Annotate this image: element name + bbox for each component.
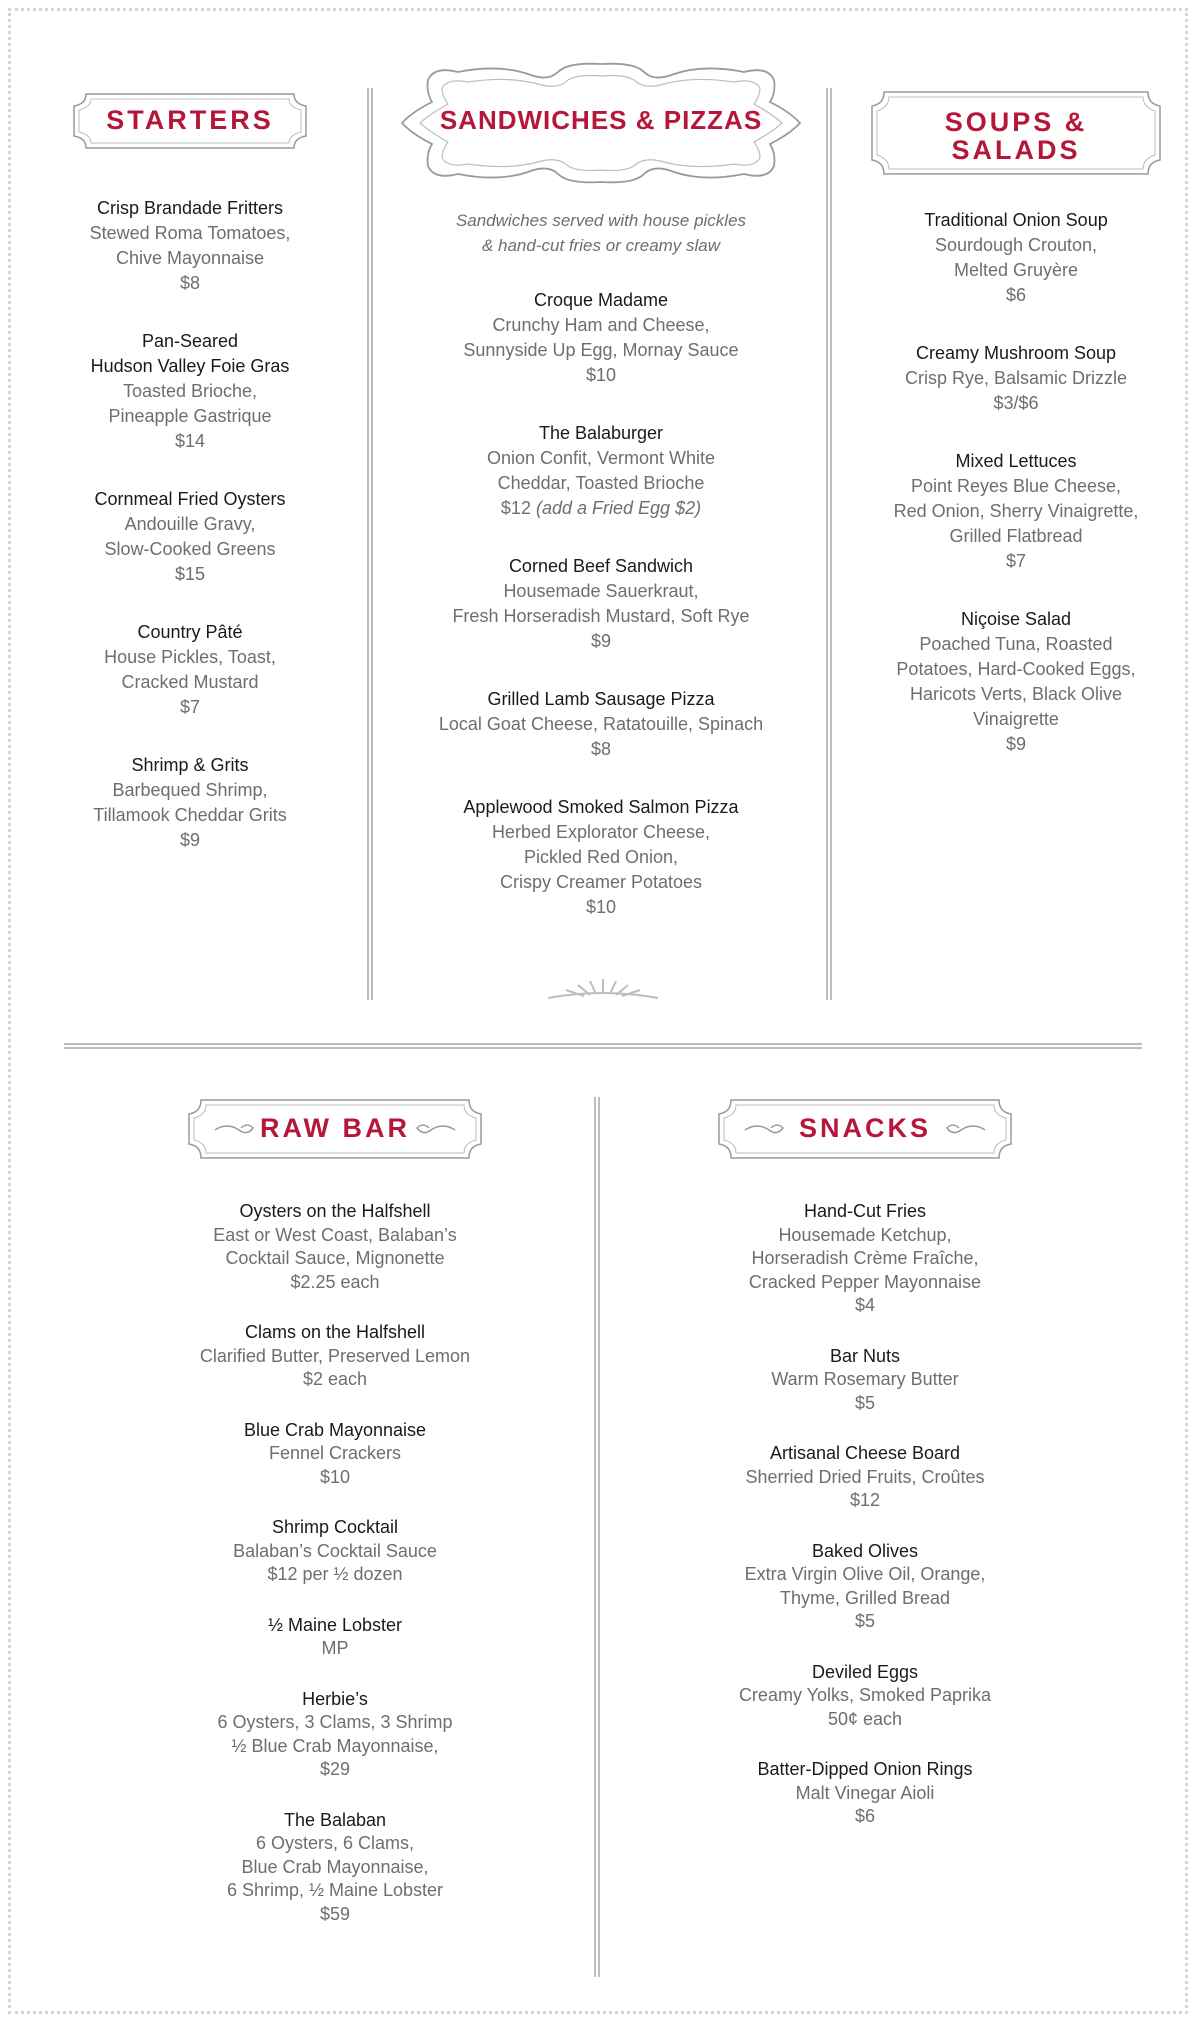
item-name: The Balaburger	[538, 423, 664, 443]
item-price-line	[170, 1466, 500, 1490]
menu-item	[170, 1200, 500, 1294]
item-description: Malt Vinegar Aioli	[795, 1782, 935, 1803]
snacks-header	[717, 1098, 1013, 1160]
menu-item	[398, 288, 804, 388]
item-name: Blue Crab Mayonnaise	[243, 1419, 427, 1440]
item-description: House Pickles, Toast, Cracked Mustard	[104, 647, 276, 692]
menu-item	[866, 341, 1166, 416]
item-description: Warm Rosemary Butter	[771, 1369, 959, 1389]
item-description: Toasted Brioche, Pineapple Gastrique	[108, 381, 272, 426]
sandwiches-intro: Sandwiches served with house pickles & hand-cut fries or creamy slaw	[455, 211, 747, 255]
menu-item	[866, 208, 1166, 308]
item-name: Deviled Eggs	[811, 1661, 919, 1682]
item-price: $7	[179, 697, 201, 717]
item-price-line	[60, 695, 320, 720]
menu-item	[700, 1442, 1030, 1513]
item-price-line	[866, 732, 1166, 757]
raw-bar-header	[187, 1098, 483, 1160]
item-name: Batter-Dipped Onion Rings	[757, 1759, 973, 1779]
item-description: Creamy Yolks, Smoked Paprika	[738, 1685, 992, 1705]
item-price-line	[398, 895, 804, 920]
item-price: $59	[319, 1903, 351, 1924]
item-price: $10	[319, 1466, 351, 1487]
sandwiches-header	[398, 62, 804, 184]
section-divider	[64, 1043, 1142, 1049]
item-description: East or West Coast, Balaban’s Cocktail Sauce, Mignonette	[213, 1224, 457, 1268]
item-name: The Balaban	[283, 1809, 387, 1830]
menu-item	[700, 1200, 1030, 1318]
item-name: Baked Olives	[811, 1540, 919, 1561]
item-name: Bar Nuts	[829, 1345, 901, 1366]
item-price-line	[170, 1637, 500, 1661]
item-price: $8	[179, 273, 201, 293]
item-description: Clarified Butter, Preserved Lemon	[199, 1345, 471, 1366]
item-price: $3/$6	[993, 393, 1039, 413]
item-price-line	[866, 283, 1166, 308]
item-price-line	[398, 363, 804, 388]
item-name: Crisp Brandade Fritters	[96, 198, 284, 218]
item-price-line	[170, 1368, 500, 1392]
menu-item	[866, 449, 1166, 574]
menu-item	[170, 1688, 500, 1782]
item-price: $9	[179, 830, 201, 850]
item-description: 6 Oysters, 6 Clams, Blue Crab Mayonnaise, 6 Shrimp, ½ Maine Lobster	[226, 1833, 444, 1900]
item-price: 50¢ each	[827, 1708, 903, 1729]
item-name: Herbie’s	[302, 1688, 368, 1709]
item-name: Croque Madame	[533, 290, 669, 310]
item-name: Grilled Lamb Sausage Pizza	[487, 689, 715, 709]
item-description: Herbed Explorator Cheese, Pickled Red Onion, Crispy Creamer Potatoes	[491, 822, 711, 892]
item-price-line	[60, 562, 320, 587]
item-note: (add a Fried Egg $2)	[535, 498, 702, 518]
item-description: Sherried Dried Fruits, Croûtes	[745, 1466, 985, 1487]
item-price-line	[866, 391, 1166, 416]
raw-bar-items	[170, 1200, 500, 1926]
item-price-line	[700, 1610, 1030, 1634]
item-price: $12	[500, 498, 531, 518]
raw-bar-title: RAW BAR	[260, 1113, 410, 1143]
menu-item	[398, 554, 804, 654]
item-price: $15	[174, 564, 206, 584]
item-description: Local Goat Cheese, Ratatouille, Spinach	[438, 714, 764, 734]
fan-ornament-icon	[548, 976, 658, 1000]
item-price: $2.25 each	[290, 1271, 380, 1292]
item-description: Balaban’s Cocktail Sauce	[233, 1540, 437, 1561]
menu-item	[170, 1614, 500, 1661]
menu-item	[398, 795, 804, 920]
soups-title-line1: SOUPS &	[944, 107, 1088, 137]
menu-item	[700, 1540, 1030, 1634]
column-divider-right	[826, 88, 832, 1000]
starters-header	[72, 92, 308, 150]
item-description: Housemade Sauerkraut, Fresh Horseradish Mustard, Soft Rye	[452, 581, 750, 626]
raw-bar-section	[170, 1098, 500, 1926]
item-price: $7	[1005, 551, 1027, 571]
item-name: ½ Maine Lobster	[267, 1614, 403, 1635]
item-name: Clams on the Halfshell	[244, 1322, 426, 1342]
menu-item	[60, 487, 320, 587]
item-price: $12	[849, 1490, 881, 1510]
item-name: Hand-Cut Fries	[803, 1201, 927, 1221]
soups-title-line2: SALADS	[951, 135, 1081, 166]
soups-section	[866, 90, 1166, 757]
item-price-line	[60, 271, 320, 296]
item-name: Pan-Seared Hudson Valley Foie Gras	[90, 331, 290, 376]
item-price-line	[170, 1563, 500, 1587]
item-name: Artisanal Cheese Board	[769, 1443, 961, 1463]
menu-item	[170, 1419, 500, 1490]
item-price: $14	[174, 431, 206, 451]
item-name: Traditional Onion Soup	[924, 210, 1108, 230]
item-price-line	[700, 1805, 1030, 1829]
item-price: $6	[1005, 285, 1027, 305]
starters-title: STARTERS	[106, 105, 274, 135]
menu-item	[170, 1809, 500, 1927]
item-name: Oysters on the Halfshell	[239, 1201, 431, 1221]
item-description: Housemade Ketchup, Horseradish Crème Fraîche, Cracked Pepper Mayonnaise	[748, 1224, 982, 1292]
item-description: Point Reyes Blue Cheese, Red Onion, Sherry Vinaigrette, Grilled Flatbread	[893, 476, 1139, 546]
item-price-line	[398, 737, 804, 762]
item-price: $9	[1005, 734, 1027, 754]
snacks-items	[700, 1200, 1030, 1829]
soups-items	[866, 208, 1166, 757]
menu-item	[170, 1321, 500, 1392]
menu-item	[60, 196, 320, 296]
item-price-line	[700, 1392, 1030, 1416]
sandwiches-title: SANDWICHES & PIZZAS	[439, 105, 763, 135]
item-price-line	[60, 429, 320, 454]
item-price-line	[398, 496, 804, 521]
item-price-line	[170, 1758, 500, 1782]
item-name: Corned Beef Sandwich	[508, 556, 694, 576]
item-price: $10	[585, 365, 617, 385]
menu-item	[866, 607, 1166, 757]
starters-section	[60, 92, 320, 853]
sandwiches-items	[398, 288, 804, 920]
item-description: Crisp Rye, Balsamic Drizzle	[904, 368, 1128, 388]
item-name: Creamy Mushroom Soup	[915, 343, 1117, 363]
starters-items	[60, 196, 320, 853]
item-price: $29	[319, 1759, 351, 1779]
item-description: Crunchy Ham and Cheese, Sunnyside Up Egg, Mornay Sauce	[463, 315, 739, 360]
item-price-line	[700, 1489, 1030, 1513]
item-price: $6	[854, 1806, 876, 1826]
item-name: Country Pâté	[137, 622, 243, 642]
item-name: Cornmeal Fried Oysters	[94, 489, 286, 509]
item-description: Onion Confit, Vermont White Cheddar, Toasted Brioche	[486, 448, 716, 493]
item-price: $5	[854, 1392, 876, 1413]
menu-item	[60, 620, 320, 720]
snacks-title: SNACKS	[798, 1113, 931, 1143]
item-price: $12 per ½ dozen	[267, 1564, 403, 1584]
item-price: $9	[590, 631, 612, 651]
item-price-line	[170, 1271, 500, 1295]
item-price: $4	[854, 1295, 876, 1315]
menu-item	[700, 1345, 1030, 1416]
menu-item	[700, 1661, 1030, 1732]
snacks-section	[700, 1098, 1030, 1829]
item-price: $5	[854, 1611, 876, 1631]
item-price-line	[170, 1903, 500, 1927]
item-price-line	[866, 549, 1166, 574]
item-description: Barbequed Shrimp, Tillamook Cheddar Grits	[93, 780, 287, 825]
item-description: 6 Oysters, 3 Clams, 3 Shrimp ½ Blue Crab Mayonnaise,	[217, 1712, 453, 1756]
item-description: Poached Tuna, Roasted Potatoes, Hard-Cooked Eggs, Haricots Verts, Black Olive Vinaigrette	[896, 634, 1136, 729]
menu-item	[60, 329, 320, 454]
item-description: Extra Virgin Olive Oil, Orange, Thyme, Grilled Bread	[744, 1564, 986, 1608]
soups-header	[870, 90, 1162, 176]
menu-item	[398, 687, 804, 762]
item-name: Mixed Lettuces	[955, 451, 1077, 471]
item-price-line	[60, 828, 320, 853]
menu-item	[170, 1516, 500, 1587]
item-price: MP	[321, 1638, 349, 1658]
item-price: $8	[590, 739, 612, 759]
item-name: Shrimp Cocktail	[271, 1517, 399, 1537]
item-description: Andouille Gravy, Slow-Cooked Greens	[104, 514, 276, 559]
item-name: Applewood Smoked Salmon Pizza	[463, 797, 739, 817]
menu-item	[60, 753, 320, 853]
soups-title	[870, 108, 1162, 165]
item-description: Stewed Roma Tomatoes, Chive Mayonnaise	[89, 223, 291, 268]
item-price-line	[398, 629, 804, 654]
sandwiches-section	[398, 62, 804, 920]
column-divider-left	[367, 88, 373, 1000]
item-name: Niçoise Salad	[960, 609, 1072, 629]
column-divider-bottom	[594, 1097, 600, 1977]
item-price-line	[700, 1708, 1030, 1732]
item-description: Sourdough Crouton, Melted Gruyère	[934, 235, 1098, 280]
item-price: $2 each	[302, 1369, 368, 1389]
item-name: Shrimp & Grits	[131, 755, 249, 775]
item-price: $10	[585, 897, 617, 917]
item-price-line	[700, 1294, 1030, 1318]
item-description: Fennel Crackers	[268, 1443, 402, 1463]
menu-item	[398, 421, 804, 521]
menu-item	[700, 1758, 1030, 1829]
